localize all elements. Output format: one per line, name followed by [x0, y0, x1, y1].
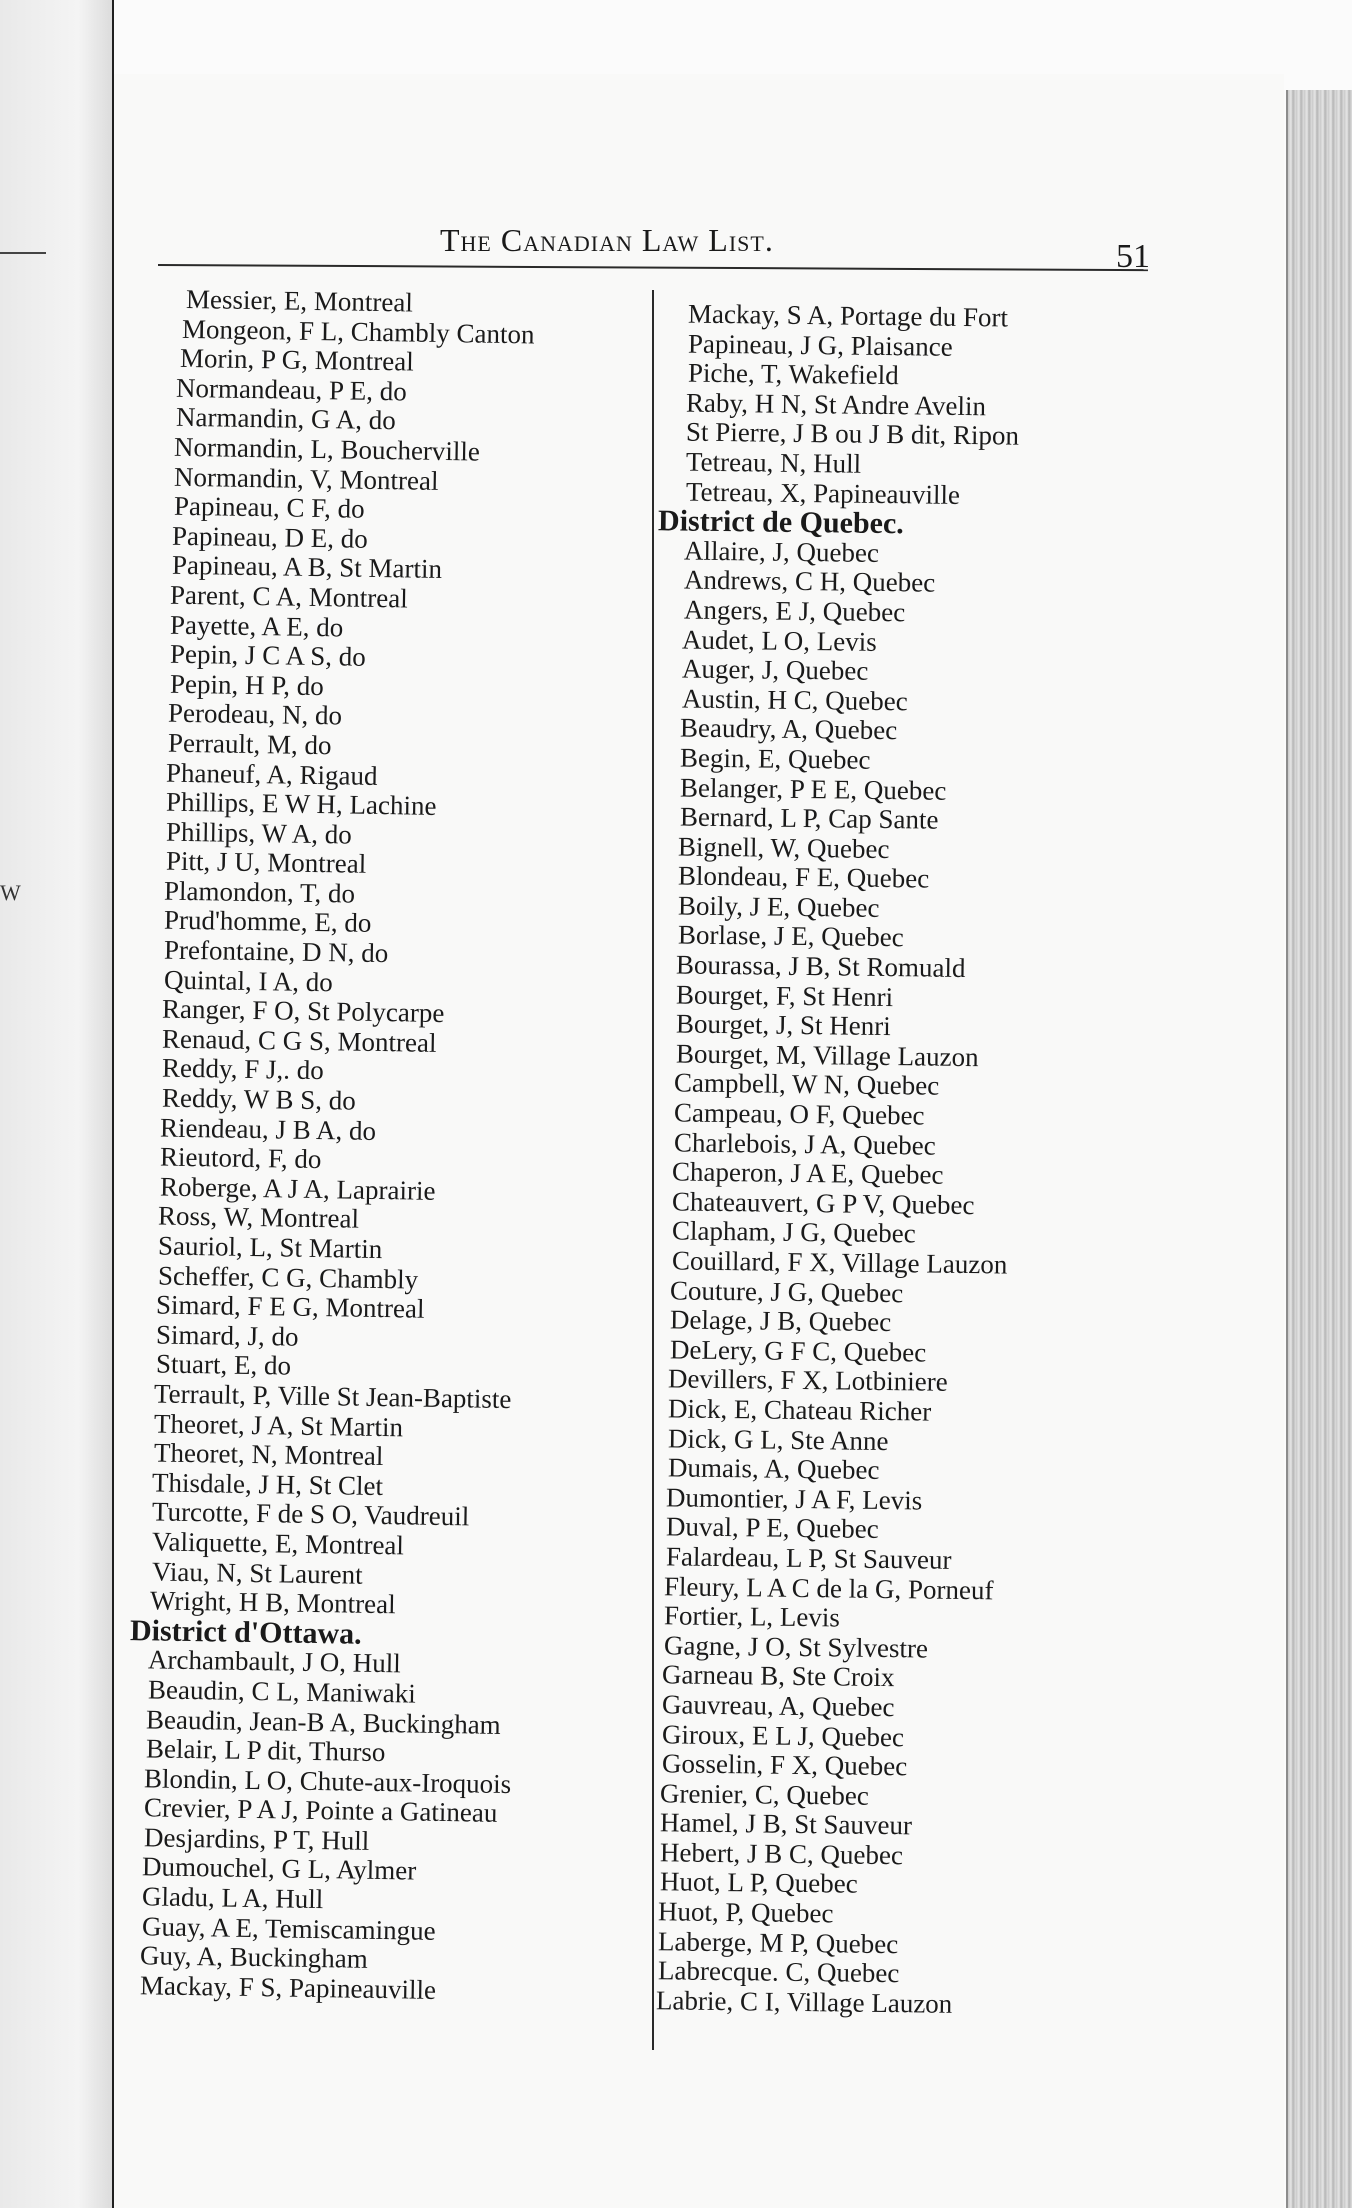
directory-entry: Wright, H B, Montreal [149, 1585, 396, 1620]
directory-entry: Renaud, C G S, Montreal [161, 1023, 437, 1058]
directory-entry: Theoret, N, Montreal [153, 1437, 384, 1472]
directory-entry: Morin, P G, Montreal [179, 343, 414, 377]
directory-entry: Papineau, A B, St Martin [171, 550, 443, 585]
directory-entry: Chateauvert, G P V, Quebec [671, 1186, 975, 1220]
facing-page-fragment: W [0, 880, 21, 905]
directory-entry: Andrews, C H, Quebec [683, 564, 936, 598]
directory-entry: Ranger, F O, St Polycarpe [161, 993, 445, 1029]
directory-entry: Blondeau, F E, Quebec [677, 860, 930, 894]
directory-entry: Papineau, J G, Plaisance [687, 328, 953, 362]
directory-entry: Archambault, J O, Hull [147, 1644, 401, 1679]
directory-entry: DeLery, G F C, Quebec [669, 1334, 927, 1368]
directory-entry: Audet, L O, Levis [681, 624, 877, 657]
directory-entry: Reddy, W B S, do [161, 1082, 357, 1116]
directory-entry: Bourassa, J B, St Romuald [675, 949, 966, 984]
directory-entry: Crevier, P A J, Pointe a Gatineau [143, 1792, 498, 1829]
directory-entry: Piche, T, Wakefield [687, 357, 899, 391]
directory-entry: Labrecque. C, Quebec [657, 1955, 900, 1989]
directory-entry: Normandeau, P E, do [175, 372, 407, 407]
directory-entry: Narmandin, G A, do [175, 402, 396, 436]
directory-entry: Reddy, F J,. do [161, 1053, 325, 1086]
directory-entry: Borlase, J E, Quebec [677, 919, 904, 953]
directory-entry: Stuart, E, do [155, 1348, 292, 1381]
directory-entry: Phillips, W A, do [165, 816, 353, 850]
running-head: The Canadian Law List. [440, 222, 774, 258]
directory-entry: Bignell, W, Quebec [677, 831, 890, 864]
directory-entry: Thisdale, J H, St Clet [151, 1467, 384, 1501]
directory-entry: Terrault, P, Ville St Jean-Baptiste [153, 1378, 512, 1415]
directory-entry: Roberge, A J A, Laprairie [159, 1171, 436, 1206]
directory-entry: Plamondon, T, do [163, 875, 356, 909]
directory-entry: Austin, H C, Quebec [681, 683, 908, 716]
directory-entry: Boily, J E, Quebec [677, 890, 880, 923]
directory-entry: Fleury, L A C de la G, Porneuf [663, 1570, 994, 1605]
directory-entry: Ross, W, Montreal [157, 1200, 360, 1235]
directory-entry: Delage, J B, Quebec [669, 1304, 892, 1338]
directory-entry: Gagne, J O, St Sylvestre [663, 1630, 929, 1664]
directory-entry: Normandin, L, Boucherville [173, 431, 481, 467]
directory-entry: Clapham, J G, Quebec [671, 1215, 916, 1249]
directory-entry: Raby, H N, St Andre Avelin [685, 387, 987, 422]
directory-entry: Tetreau, X, Papineauville [685, 476, 961, 510]
directory-entry: Perodeau, N, do [167, 697, 343, 731]
directory-entry: Mackay, F S, Papineauville [139, 1970, 437, 2005]
directory-entry: Bourget, F, St Henri [675, 979, 894, 1012]
directory-entry: Messier, E, Montreal [185, 283, 414, 318]
directory-entry: Guy, A, Buckingham [139, 1940, 368, 1975]
directory-entry: Dick, E, Chateau Richer [667, 1393, 932, 1427]
left-column [129, 283, 630, 2005]
directory-entry: Theoret, J A, St Martin [153, 1408, 404, 1442]
directory-entry: Angers, E J, Quebec [683, 594, 906, 628]
directory-entry: Fortier, L, Levis [663, 1600, 841, 1633]
facing-page-strip [0, 0, 114, 2208]
directory-entry: Tetreau, N, Hull [685, 446, 862, 479]
directory-entry: Prud'homme, E, do [163, 905, 372, 939]
directory-entry: Allaire, J, Quebec [683, 535, 880, 568]
directory-entry: Beaudry, A, Quebec [679, 712, 898, 746]
directory-entry: Beaudin, Jean-B A, Buckingham [145, 1703, 501, 1740]
directory-entry: Viau, N, St Laurent [151, 1555, 363, 1590]
directory-entry: Huot, P, Quebec [657, 1896, 834, 1929]
directory-entry: Hebert, J B C, Quebec [659, 1837, 904, 1871]
directory-entry: Pepin, J C A S, do [169, 638, 367, 672]
directory-entry: Beaudin, C L, Maniwaki [147, 1674, 416, 1709]
directory-entry: Dumais, A, Quebec [667, 1452, 880, 1486]
directory-entry: Garneau B, Ste Croix [661, 1659, 895, 1693]
directory-entry: Simard, J, do [155, 1319, 299, 1352]
directory-entry: Valiquette, E, Montreal [151, 1526, 405, 1561]
directory-entry: Campbell, W N, Quebec [673, 1067, 940, 1102]
directory-entry: Labrie, C I, Village Lauzon [655, 1985, 953, 2019]
directory-entry: Perrault, M, do [167, 727, 332, 761]
directory-entry: Parent, C A, Montreal [169, 579, 408, 614]
directory-entry: Phillips, E W H, Lachine [165, 786, 437, 821]
page-edges [1286, 90, 1352, 2208]
directory-entry: Bourget, M, Village Lauzon [675, 1038, 979, 1072]
directory-entry: Normandin, V, Montreal [173, 461, 439, 496]
directory-entry: Belair, L P dit, Thurso [145, 1733, 386, 1768]
directory-entry: Papineau, C F, do [173, 490, 365, 524]
directory-entry: Sauriol, L, St Martin [157, 1230, 383, 1265]
directory-entry: Bernard, L P, Cap Sante [679, 801, 939, 835]
directory-entry: Desjardins, P T, Hull [143, 1822, 370, 1856]
directory-entry: Couillard, F X, Village Lauzon [671, 1245, 1008, 1280]
directory-entry: Dumontier, J A F, Levis [665, 1482, 923, 1516]
directory-entry: Dumouchel, G L, Aylmer [141, 1851, 417, 1887]
directory-entry: Laberge, M P, Quebec [657, 1925, 899, 1959]
directory-entry: Gauvreau, A, Quebec [661, 1689, 895, 1723]
directory-entry: Gladu, L A, Hull [141, 1881, 324, 1915]
directory-entry: Grenier, C, Quebec [659, 1777, 870, 1811]
directory-entry: Mongeon, F L, Chambly Canton [181, 313, 535, 350]
directory-entry: St Pierre, J B ou J B dit, Ripon [685, 416, 1020, 452]
directory-entry: Quintal, I A, do [163, 964, 334, 997]
directory-entry: Begin, E, Quebec [679, 742, 871, 775]
directory-entry: Duval, P E, Quebec [665, 1511, 879, 1545]
page-number: 51 [1116, 238, 1150, 275]
directory-entry: Simard, F E G, Montreal [155, 1289, 425, 1324]
directory-entry: Campeau, O F, Quebec [673, 1097, 925, 1131]
directory-entry: Prefontaine, D N, do [163, 934, 389, 969]
directory-entry: Blondin, L O, Chute-aux-Iroquois [143, 1762, 512, 1799]
directory-entry: Dick, G L, Ste Anne [667, 1422, 889, 1456]
directory-entry: Couture, J G, Quebec [669, 1274, 904, 1308]
right-column [640, 298, 1130, 2019]
directory-entry: Devillers, F X, Lotbiniere [667, 1363, 948, 1398]
directory-entry: Charlebois, J A, Quebec [673, 1127, 936, 1161]
directory-entry: Turcotte, F de S O, Vaudreuil [151, 1496, 470, 1532]
directory-entry: Falardeau, L P, St Sauveur [665, 1541, 952, 1575]
district-heading: District d'Ottawa. [129, 1613, 362, 1651]
directory-entry: Pitt, J U, Montreal [165, 845, 367, 880]
directory-entry: Papineau, D E, do [171, 520, 368, 554]
directory-entry: Giroux, E L J, Quebec [661, 1718, 905, 1752]
directory-entry: Belanger, P E E, Quebec [679, 771, 947, 806]
directory-entry: Payette, A E, do [169, 609, 344, 642]
facing-page-rule [0, 252, 46, 254]
directory-entry: Auger, J, Quebec [681, 653, 869, 686]
directory-entry: Bourget, J, St Henri [675, 1008, 891, 1042]
directory-entry: Phaneuf, A, Rigaud [165, 757, 378, 791]
directory-entry: Hamel, J B, St Sauveur [659, 1807, 913, 1841]
directory-entry: Pepin, H P, do [169, 668, 325, 701]
directory-entry: Chaperon, J A E, Quebec [671, 1156, 944, 1190]
directory-entry: Guay, A E, Temiscamingue [141, 1910, 436, 1946]
directory-entry: Rieutord, F, do [159, 1141, 322, 1175]
directory-entry: Huot, L P, Quebec [659, 1866, 858, 1900]
directory-entry: Gosselin, F X, Quebec [661, 1748, 908, 1782]
district-heading: District de Quebec. [657, 504, 904, 541]
directory-entry: Mackay, S A, Portage du Fort [687, 298, 1009, 333]
directory-entry: Riendeau, J B A, do [159, 1112, 377, 1146]
directory-entry: Scheffer, C G, Chambly [157, 1260, 419, 1295]
